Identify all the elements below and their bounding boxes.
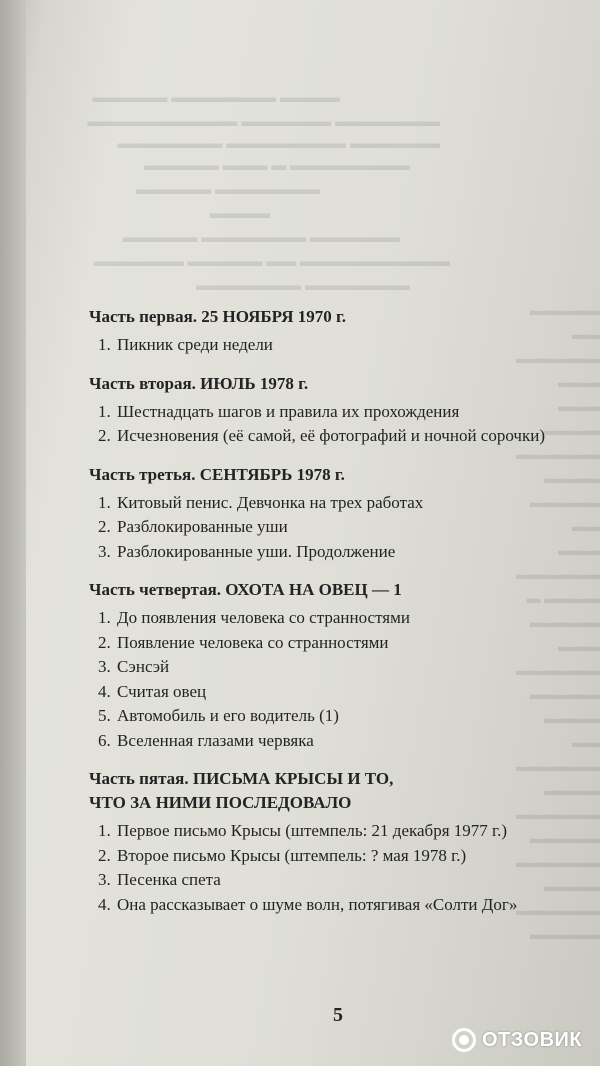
watermark-text: ОТЗОВИК bbox=[482, 1028, 583, 1051]
chapter-item bbox=[89, 819, 594, 844]
chapter-number: 5. bbox=[98, 706, 111, 725]
chapter-item bbox=[89, 333, 594, 358]
chapter-item bbox=[89, 631, 594, 656]
chapter-list bbox=[89, 819, 594, 917]
chapter-number: 4. bbox=[98, 681, 111, 701]
chapter-list bbox=[89, 400, 594, 449]
chapter-title: Вселенная глазами червяка bbox=[117, 730, 314, 750]
chapter-item bbox=[89, 868, 594, 893]
chapter-number: 6. bbox=[98, 730, 111, 750]
part-title-line: ЧТО ЗА НИМИ ПОСЛЕДОВАЛО bbox=[89, 793, 352, 812]
chapter-title: Считая овец bbox=[117, 681, 207, 701]
chapter-title: Шестнадцать шагов и правила их прохождения bbox=[117, 401, 460, 421]
otzovik-watermark bbox=[452, 1024, 582, 1056]
chapter-title: Разблокированные уши. Продолжение bbox=[117, 541, 396, 561]
page-number: 5 bbox=[333, 1004, 343, 1026]
chapter-number: 2. bbox=[98, 845, 111, 865]
chapter-item bbox=[89, 424, 594, 449]
part-1 bbox=[89, 305, 594, 358]
part-title bbox=[89, 767, 594, 815]
chapter-title: Второе письмо Крысы (штемпель: ? мая 1978 г.) bbox=[117, 845, 467, 865]
part-title: Часть вторая. ИЮЛЬ 1978 г. bbox=[89, 373, 309, 393]
part-2 bbox=[89, 372, 594, 449]
table-of-contents bbox=[89, 305, 594, 931]
chapter-title: Сэнсэй bbox=[117, 657, 170, 676]
chapter-number: 3. bbox=[98, 541, 111, 561]
chapter-item bbox=[89, 729, 594, 754]
chapter-item bbox=[89, 844, 594, 869]
chapter-title: Первое письмо Крысы (штемпель: 21 декабря 1977 г.) bbox=[117, 821, 507, 840]
chapter-item bbox=[89, 515, 594, 540]
chapter-number: 1. bbox=[98, 608, 111, 627]
chapter-number: 2. bbox=[98, 517, 111, 536]
part-5 bbox=[89, 767, 594, 917]
show-through-text: ▬▬▬▬ ▬▬▬▬▬▬▬ ▬▬▬▬▬ ▬▬▬▬▬▬▬ ▬▬▬▬▬▬ ▬▬▬▬▬▬▬▬▬▬ ▬▬▬▬▬▬ ▬▬▬▬▬▬▬▬ ▬▬▬▬▬▬▬ ▬▬▬▬▬▬▬▬ ▬ ▬▬▬ ▬▬▬▬▬ ▬▬▬▬▬▬▬ ▬▬▬▬▬ ▬▬▬▬ ▬▬▬▬▬▬ ▬▬▬▬▬▬▬ ▬▬▬▬▬ ▬▬▬▬▬▬▬▬▬▬ ▬▬ ▬▬▬▬▬ ▬▬▬▬▬▬ ▬▬▬▬▬▬▬ ▬▬▬▬▬▬▬ bbox=[87, 90, 450, 294]
show-through-text-margin: ▬▬▬▬▬ ▬▬ ▬▬▬▬▬▬ ▬▬▬ ▬▬▬ ▬▬▬▬ ▬▬▬▬▬▬ ▬▬▬▬ ▬▬▬▬▬ ▬▬ ▬▬▬ ▬▬▬▬▬▬ ▬▬▬▬ ▬ ▬▬▬▬▬ ▬▬▬ ▬▬▬▬▬▬ ▬▬▬▬▬ ▬▬▬▬ ▬▬ ▬▬▬▬▬▬ ▬▬▬▬ ▬▬▬▬▬▬ ▬▬▬▬▬ ▬▬▬▬▬▬ ▬▬▬▬ ▬▬▬▬▬▬ ▬▬▬▬▬ bbox=[516, 304, 600, 943]
book-gutter bbox=[0, 0, 26, 1066]
part-3 bbox=[89, 463, 594, 565]
part-4 bbox=[89, 578, 594, 753]
chapter-list bbox=[89, 491, 594, 565]
chapter-item bbox=[89, 680, 594, 705]
chapter-item bbox=[89, 606, 594, 631]
chapter-title: Разблокированные уши bbox=[117, 517, 288, 536]
chapter-item bbox=[89, 893, 594, 918]
chapter-title: Исчезновения (её самой, её фотографий и ночной сорочки) bbox=[117, 426, 545, 445]
part-title: Часть четвертая. ОХОТА НА ОВЕЦ — 1 bbox=[89, 580, 402, 599]
part-title: Часть третья. СЕНТЯБРЬ 1978 г. bbox=[89, 464, 345, 484]
chapter-item bbox=[89, 491, 594, 516]
chapter-title: Автомобиль и его водитель (1) bbox=[117, 706, 339, 725]
part-title: Часть первая. 25 НОЯБРЯ 1970 г. bbox=[89, 307, 347, 326]
part-title-line: Часть пятая. ПИСЬМА КРЫСЫ И ТО, bbox=[89, 769, 394, 788]
chapter-list bbox=[89, 606, 594, 753]
chapter-number: 4. bbox=[98, 894, 111, 914]
chapter-number: 1. bbox=[98, 492, 111, 512]
chapter-number: 3. bbox=[98, 870, 111, 889]
chapter-number: 2. bbox=[98, 426, 111, 445]
chapter-title: До появления человека со странностями bbox=[117, 608, 410, 627]
chapter-number: 1. bbox=[98, 821, 111, 840]
chapter-number: 2. bbox=[98, 632, 111, 652]
chapter-number: 1. bbox=[98, 401, 111, 421]
chapter-item bbox=[89, 540, 594, 565]
chapter-item bbox=[89, 704, 594, 729]
chapter-title: Песенка спета bbox=[117, 870, 221, 889]
chapter-title: Китовый пенис. Девчонка на трех работах bbox=[117, 492, 424, 512]
chapter-item bbox=[89, 655, 594, 680]
chapter-list bbox=[89, 333, 594, 358]
chapter-title: Появление человека со странностями bbox=[117, 632, 389, 652]
otzovik-logo-icon bbox=[452, 1028, 476, 1052]
chapter-number: 3. bbox=[98, 657, 111, 676]
chapter-title: Пикник среди недели bbox=[117, 335, 273, 354]
chapter-title: Она рассказывает о шуме волн, потягивая «Солти Дог» bbox=[117, 894, 518, 914]
chapter-number: 1. bbox=[98, 335, 111, 354]
chapter-item bbox=[89, 400, 594, 425]
